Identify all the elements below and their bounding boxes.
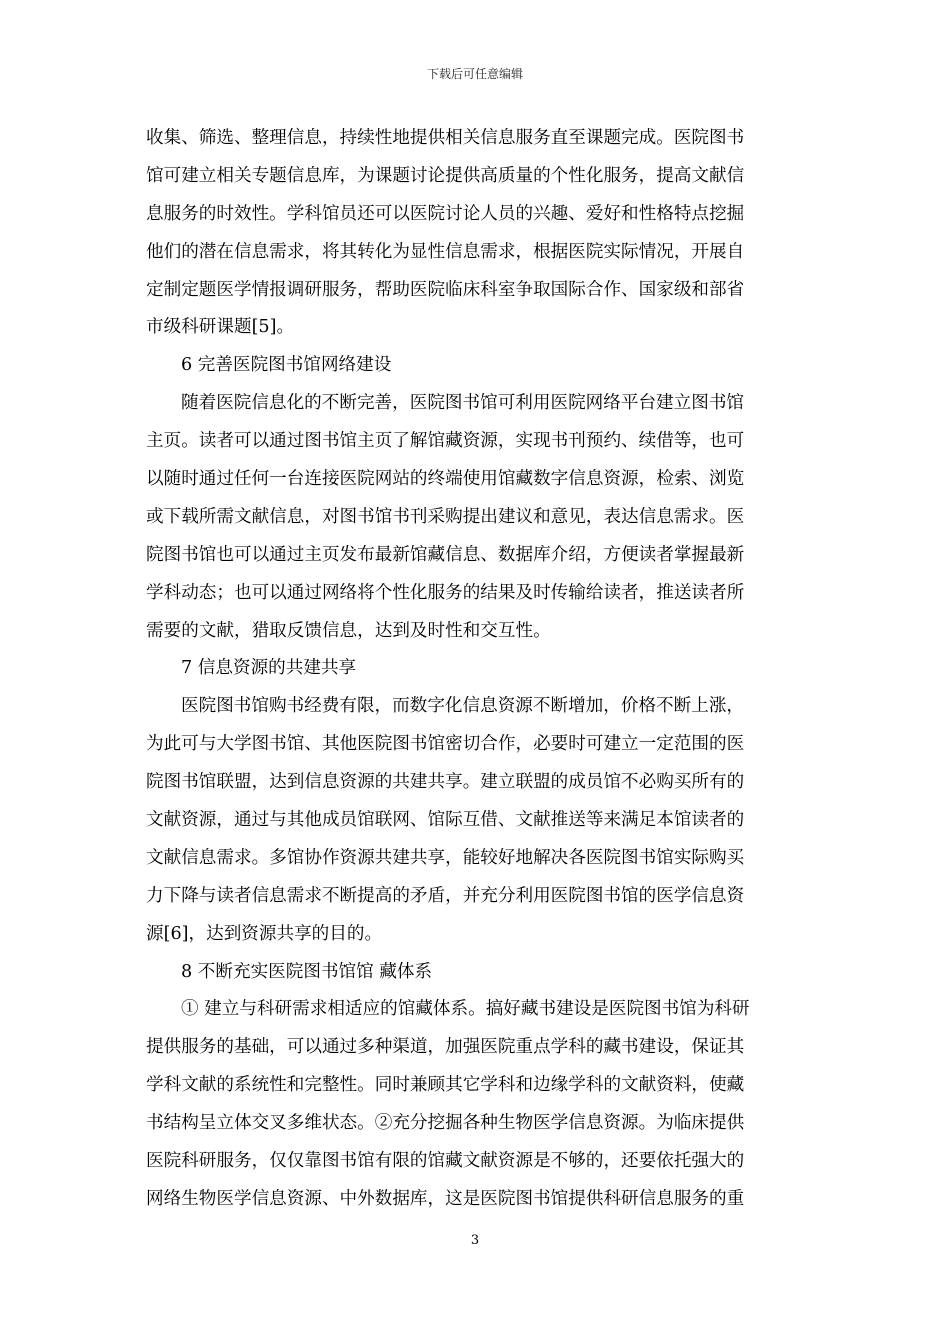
text-line: 馆可建立相关专题信息库，为课题讨论提供高质量的个性化服务，提高文献信 xyxy=(146,165,745,186)
text-line: 医院科研服务，仅仅靠图书馆有限的馆藏文献资源是不够的，还要依托强大的 xyxy=(146,1151,745,1172)
text-line: 力下降与读者信息需求不断提高的矛盾，并充分利用医院图书馆的医学信息资 xyxy=(146,885,745,906)
text-line: 定制定题医学情报调研服务，帮助医院临床科室争取国际合作、国家级和部省 xyxy=(146,279,745,300)
text-line: 需要的文献，猎取反馈信息，达到及时性和交互性。 xyxy=(146,620,551,641)
section-heading-6: 6 完善医院图书馆网络建设 xyxy=(181,355,392,376)
text-line: 为此可与大学图书馆、其他医院图书馆密切合作，必要时可建立一定范围的医 xyxy=(146,734,745,755)
text-line: 源[6]，达到资源共享的目的。 xyxy=(146,923,383,944)
text-line: 市级科研课题[5]。 xyxy=(146,317,295,338)
text-line: 网络生物医学信息资源、中外数据库，这是医院图书馆提供科研信息服务的重 xyxy=(146,1188,745,1209)
text-line: 文献信息需求。多馆协作资源共建共享，能较好地解决各医院图书馆实际购买 xyxy=(146,847,745,868)
text-line: 院图书馆也可以通过主页发布最新馆藏信息、数据库介绍，方便读者掌握最新 xyxy=(146,544,745,565)
paragraph-first-line: ① 建立与科研需求相适应的馆藏体系。搞好藏书建设是医院图书馆为科研 xyxy=(181,999,750,1020)
text-line: 书结构呈立体交叉多维状态。②充分挖掘各种生物医学信息资源。为临床提供 xyxy=(146,1113,745,1134)
paragraph-first-line: 随着医院信息化的不断完善，医院图书馆可利用医院网络平台建立图书馆 xyxy=(181,393,745,414)
page-number: 3 xyxy=(470,1233,480,1248)
text-line: 学科文献的系统性和完整性。同时兼顾其它学科和边缘学科的文献资料，使藏 xyxy=(146,1075,745,1096)
body-text xyxy=(146,120,810,1219)
section-heading-8: 8 不断充实医院图书馆馆 藏体系 xyxy=(181,961,433,982)
text-line: 提供服务的基础，可以通过多种渠道，加强医院重点学科的藏书建设，保证其 xyxy=(146,1037,745,1058)
text-line: 息服务的时效性。学科馆员还可以医院讨论人员的兴趣、爱好和性格特点挖掘 xyxy=(146,203,745,224)
text-line: 院图书馆联盟，达到信息资源的共建共享。建立联盟的成员馆不必购买所有的 xyxy=(146,772,745,793)
text-line: 以随时通过任何一台连接医院网站的终端使用馆藏数字信息资源，检索、浏览 xyxy=(146,469,745,490)
text-line: 收集、筛选、整理信息，持续性地提供相关信息服务直至课题完成。医院图书 xyxy=(146,128,745,148)
text-line: 或下载所需文献信息，对图书馆书刊采购提出建议和意见，表达信息需求。医 xyxy=(146,506,745,527)
text-line: 他们的潜在信息需求，将其转化为显性信息需求，根据医院实际情况，开展自 xyxy=(146,241,745,262)
text-line: 主页。读者可以通过图书馆主页了解馆藏资源，实现书刊预约、续借等，也可 xyxy=(146,431,745,452)
text-line: 学科动态；也可以通过网络将个性化服务的结果及时传输给读者，推送读者所 xyxy=(146,582,745,603)
page-header: 下载后可任意编辑 xyxy=(426,67,523,81)
section-heading-7: 7 信息资源的共建共享 xyxy=(181,658,357,679)
text-line: 文献资源，通过与其他成员馆联网、馆际互借、文献推送等来满足本馆读者的 xyxy=(146,810,745,831)
paragraph-first-line: 医院图书馆购书经费有限，而数字化信息资源不断增加，价格不断上涨， xyxy=(181,696,745,717)
